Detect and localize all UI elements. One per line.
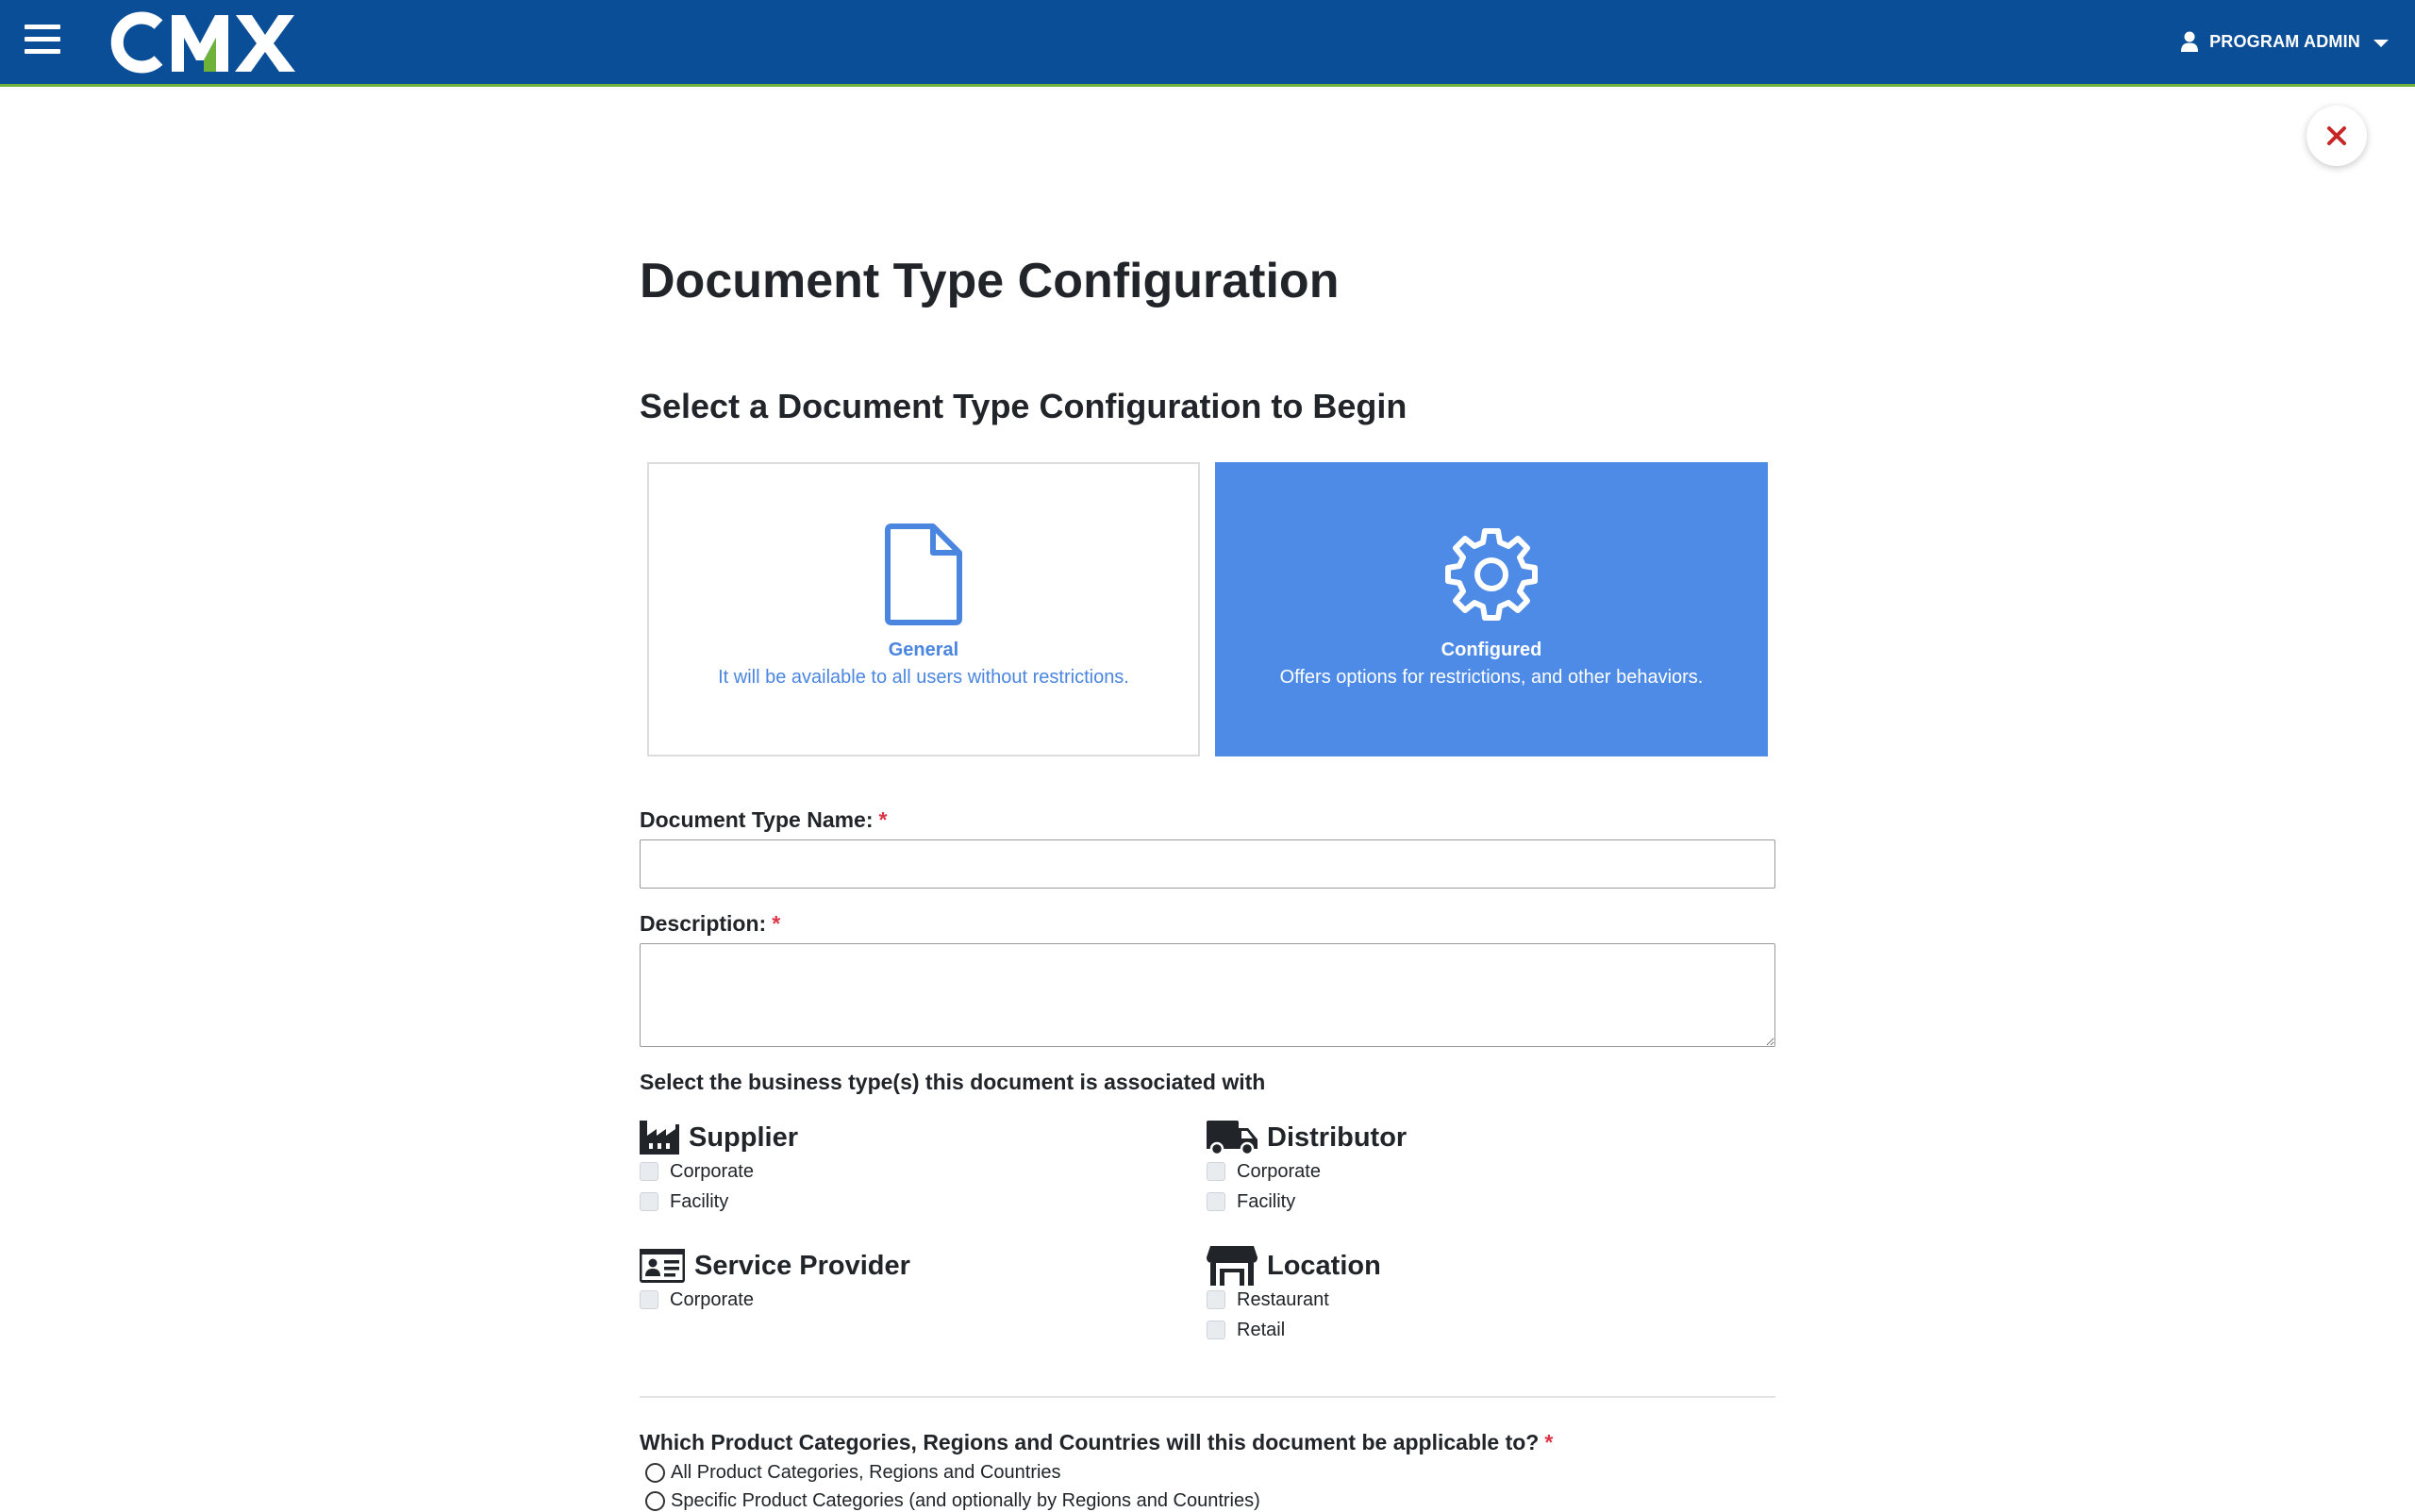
- configured-card-description: Offers options for restrictions, and other behaviors.: [1279, 667, 1704, 688]
- applicability-specific-radio[interactable]: [645, 1491, 665, 1511]
- business-types-label: Select the business type(s) this document is associated with: [640, 1070, 1266, 1094]
- id-card-icon: [640, 1249, 685, 1283]
- option-label: Corporate: [670, 1160, 754, 1182]
- radio-label: All Product Categories, Regions and Countries: [671, 1462, 1061, 1483]
- option-label: Facility: [670, 1190, 729, 1212]
- store-icon: [1207, 1246, 1257, 1286]
- distributor-group: [1207, 1119, 1407, 1217]
- location-title: Location: [1267, 1250, 1381, 1281]
- service-provider-group: [640, 1247, 910, 1315]
- applicability-all-radio[interactable]: [645, 1463, 665, 1483]
- applicability-label-text: Which Product Categories, Regions and Countries will this document be applicable to?: [640, 1430, 1540, 1454]
- supplier-facility-option[interactable]: [640, 1187, 798, 1217]
- supplier-corporate-checkbox[interactable]: [640, 1162, 658, 1181]
- section-divider: [640, 1396, 1775, 1398]
- gear-icon: [1441, 523, 1542, 626]
- location-retail-option[interactable]: [1207, 1315, 1381, 1345]
- required-marker: *: [878, 807, 888, 832]
- hamburger-menu-icon[interactable]: [25, 23, 62, 57]
- supplier-corporate-option[interactable]: [640, 1156, 798, 1187]
- supplier-title: Supplier: [689, 1122, 799, 1153]
- close-button[interactable]: [2307, 106, 2367, 166]
- configured-type-card[interactable]: [1215, 462, 1768, 756]
- distributor-title: Distributor: [1267, 1122, 1407, 1153]
- factory-icon: [640, 1121, 679, 1155]
- cmx-logo[interactable]: [109, 6, 312, 79]
- required-marker: *: [1544, 1430, 1554, 1454]
- general-card-title: General: [888, 640, 959, 660]
- option-label: Restaurant: [1237, 1288, 1329, 1310]
- location-group: [1207, 1247, 1381, 1345]
- location-restaurant-checkbox[interactable]: [1207, 1290, 1225, 1309]
- chevron-down-icon: [2373, 40, 2389, 47]
- supplier-group: [640, 1119, 798, 1217]
- description-textarea[interactable]: [640, 943, 1775, 1047]
- user-icon: [2181, 31, 2198, 52]
- required-marker: *: [772, 911, 781, 936]
- option-label: Corporate: [1237, 1160, 1321, 1182]
- document-type-name-label: [640, 807, 887, 833]
- top-navigation-bar: [0, 0, 2415, 87]
- section-title: Select a Document Type Configuration to Begin: [640, 387, 1407, 425]
- configured-card-title: Configured: [1441, 640, 1542, 660]
- supplier-facility-checkbox[interactable]: [640, 1192, 658, 1211]
- applicability-label: [640, 1430, 1553, 1455]
- radio-label: Specific Product Categories (and optionally by Regions and Countries): [671, 1490, 1260, 1511]
- document-type-name-input[interactable]: [640, 839, 1775, 889]
- applicability-all-option[interactable]: [645, 1462, 1061, 1484]
- page-title: Document Type Configuration: [640, 254, 1340, 308]
- document-type-name-label-text: Document Type Name:: [640, 807, 874, 832]
- option-label: Retail: [1237, 1319, 1286, 1340]
- option-label: Corporate: [670, 1288, 754, 1310]
- distributor-facility-checkbox[interactable]: [1207, 1192, 1225, 1211]
- distributor-corporate-option[interactable]: [1207, 1156, 1407, 1187]
- description-label: [640, 911, 780, 937]
- general-card-description: It will be available to all users without restrictions.: [718, 667, 1129, 688]
- service-provider-corporate-option[interactable]: [640, 1285, 910, 1315]
- location-restaurant-option[interactable]: [1207, 1285, 1381, 1315]
- option-label: Facility: [1237, 1190, 1296, 1212]
- document-icon: [884, 523, 963, 626]
- location-retail-checkbox[interactable]: [1207, 1321, 1225, 1339]
- truck-icon: [1207, 1121, 1257, 1155]
- distributor-corporate-checkbox[interactable]: [1207, 1162, 1225, 1181]
- distributor-facility-option[interactable]: [1207, 1187, 1407, 1217]
- user-menu-label: PROGRAM ADMIN: [2209, 31, 2360, 51]
- close-icon: [2326, 125, 2347, 146]
- service-provider-title: Service Provider: [694, 1250, 910, 1281]
- user-menu[interactable]: [2181, 26, 2389, 57]
- description-label-text: Description:: [640, 911, 767, 936]
- service-provider-corporate-checkbox[interactable]: [640, 1290, 658, 1309]
- general-type-card[interactable]: [647, 462, 1200, 756]
